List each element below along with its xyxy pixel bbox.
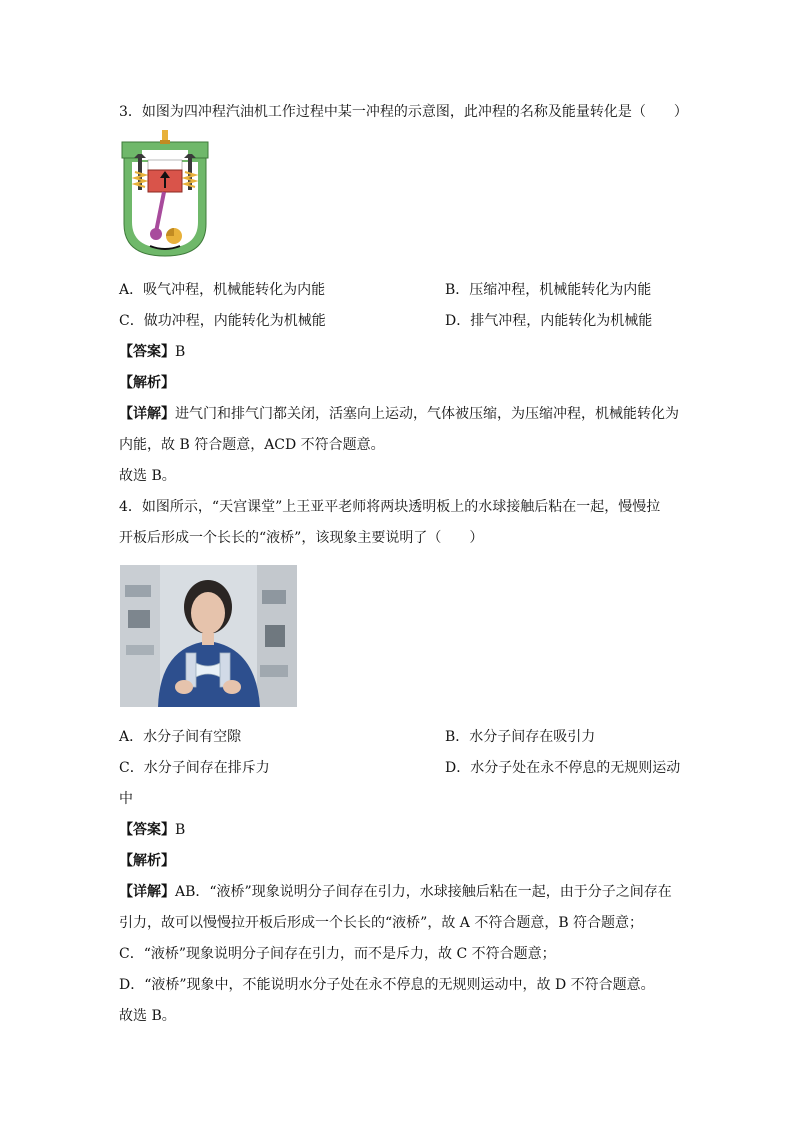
q3-answer: B	[175, 344, 186, 360]
q4-conclusion: 故选 B。	[119, 1008, 176, 1024]
q4-detail-text1: AB．“液桥”现象说明分子间存在引力，水球接触后粘在一起，由于分子之间存在	[175, 884, 672, 900]
engine-diagram-svg	[120, 128, 210, 258]
q3-answer-line	[119, 342, 679, 362]
q4-stem-line2: 开板后形成一个长长的“液桥”，该现象主要说明了（ ）	[119, 530, 484, 546]
q3-option-c: C．做功冲程，内能转化为机械能	[119, 313, 326, 329]
q4-stem-line1: 4．如图所示，“天宫课堂”上王亚平老师将两块透明板上的水球接触后粘在一起，慢慢拉	[119, 499, 661, 515]
q4-option-d-cont: 中	[119, 791, 133, 807]
q3-stem: 3．如图为四冲程汽油机工作过程中某一冲程的示意图，此冲程的名称及能量转化是（ ）	[119, 104, 688, 120]
q4-answer: B	[175, 822, 186, 838]
q3-detail-text1: 进气门和排气门都关闭，活塞向上运动，气体被压缩，为压缩冲程，机械能转化为	[175, 406, 679, 422]
q4-detail-line2: 引力，故可以慢慢拉开板后形成一个长长的“液桥”，故 A 不符合题意，B 符合题意；	[119, 915, 644, 931]
q3-conclusion: 故选 B。	[119, 468, 176, 484]
q4-detail-line3: C．“液桥”现象说明分子间存在引力，而不是斥力，故 C 不符合题意；	[119, 946, 556, 962]
q3-option-d: D．排气冲程，内能转化为机械能	[445, 313, 653, 329]
q4-option-a: A．水分子间有空隙	[119, 729, 242, 745]
q3-detail-line2: 内能，故 B 符合题意，ACD 不符合题意。	[119, 437, 385, 453]
q4-option-b: B．水分子间存在吸引力	[445, 729, 596, 745]
q3-answer-tag: 【答案】	[119, 344, 175, 360]
q4-option-d: D．水分子处在永不停息的无规则运动	[445, 760, 681, 776]
q3-analysis-label: 【解析】	[119, 375, 175, 391]
q3-detail-line1	[119, 404, 679, 424]
q3-option-a: A．吸气冲程，机械能转化为内能	[119, 282, 326, 298]
q4-answer-tag: 【答案】	[119, 822, 175, 838]
q4-analysis-tag	[119, 851, 679, 871]
liquid-bridge-photo-svg	[120, 565, 297, 707]
liquid-bridge-photo	[120, 565, 297, 707]
engine-diagram	[120, 128, 210, 258]
q4-option-c: C．水分子间存在排斥力	[119, 760, 270, 776]
q4-detail-line1	[119, 882, 679, 902]
q4-analysis-label: 【解析】	[119, 853, 175, 869]
q3-option-b: B．压缩冲程，机械能转化为内能	[445, 282, 652, 298]
q3-detail-tag: 【详解】	[119, 406, 175, 422]
q3-analysis-tag	[119, 373, 679, 393]
q4-detail-tag: 【详解】	[119, 884, 175, 900]
q4-detail-line4: D．“液桥”现象中，不能说明水分子处在永不停息的无规则运动中，故 D 不符合题意。	[119, 977, 655, 993]
q4-answer-line	[119, 820, 679, 840]
